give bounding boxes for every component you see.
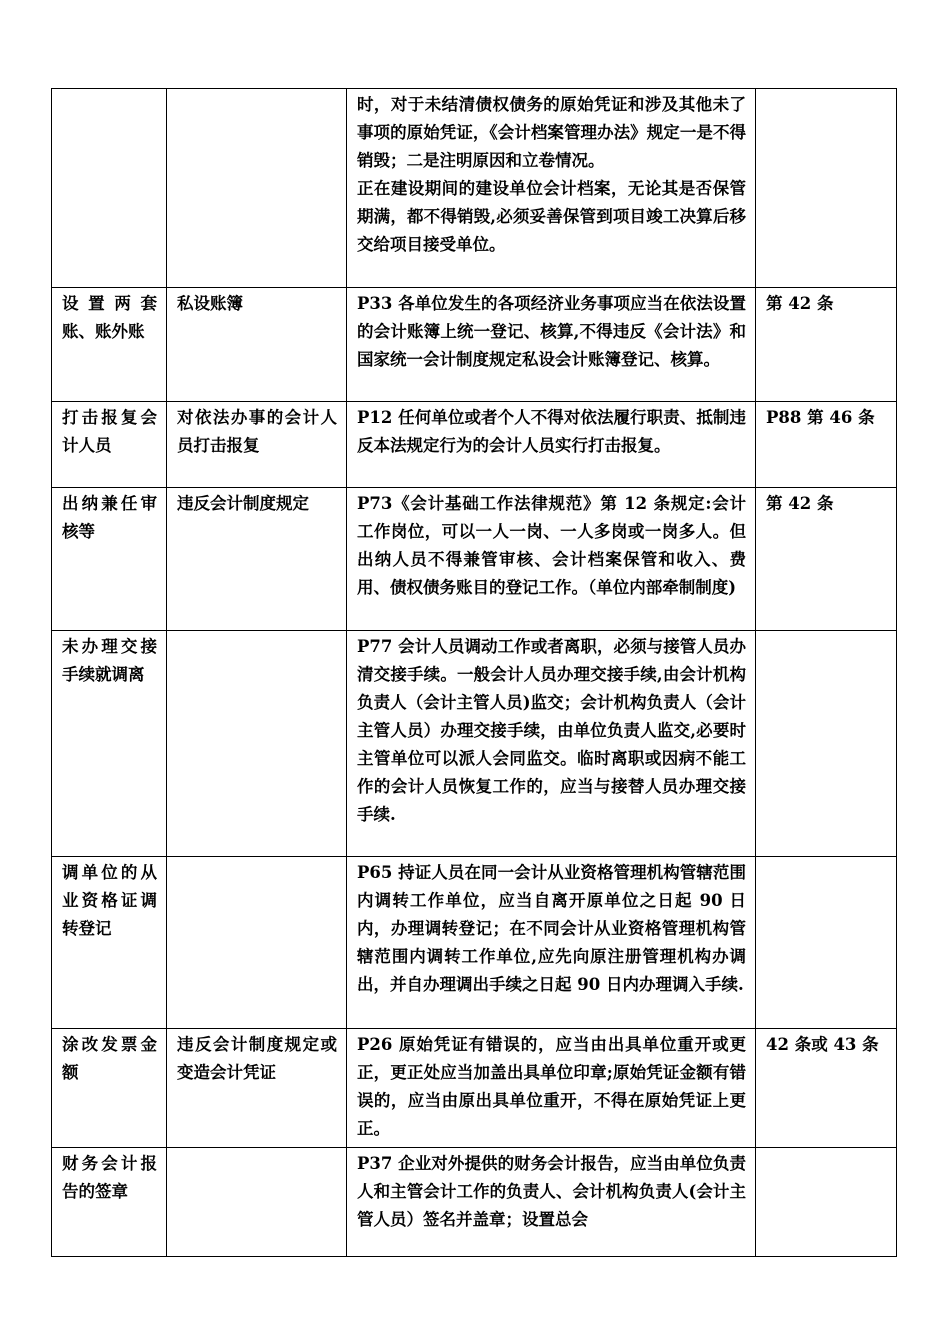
issue-cell [52, 89, 167, 288]
table-row [52, 1148, 897, 1257]
provision-cell: P73《会计基础工作法律规范》第 12 条规定:会计工作岗位，可以一人一岗、一人多岗或一岗多人。但出纳人员不得兼管审核、会计档案保管和收入、费用、债权债务账目的登记工作。（单位内部牵制制度) [347, 488, 756, 631]
violation-cell [167, 89, 347, 288]
violation-cell [167, 631, 347, 857]
table-row [52, 631, 897, 857]
violation-cell: 违反会计制度规定 [167, 488, 347, 631]
article-cell [756, 631, 897, 857]
issue-cell: 设置两套账、账外账 [52, 288, 167, 402]
table-row [52, 89, 897, 288]
violation-cell [167, 857, 347, 1029]
article-cell: 第 42 条 [756, 288, 897, 402]
issue-cell: 未办理交接手续就调离 [52, 631, 167, 857]
provision-cell: P12 任何单位或者个人不得对依法履行职责、抵制违反本法规定行为的会计人员实行打击报复。 [347, 402, 756, 488]
table-row [52, 288, 897, 402]
table-row [52, 402, 897, 488]
violation-cell: 违反会计制度规定或变造会计凭证 [167, 1029, 347, 1148]
article-cell [756, 857, 897, 1029]
article-cell: 第 42 条 [756, 488, 897, 631]
violation-cell [167, 1148, 347, 1257]
article-cell [756, 89, 897, 288]
issue-cell: 出纳兼任审核等 [52, 488, 167, 631]
issue-cell: 涂改发票金额 [52, 1029, 167, 1148]
violation-cell: 私设账簿 [167, 288, 347, 402]
provision-cell: P77 会计人员调动工作或者离职，必须与接管人员办清交接手续。一般会计人员办理交接手续,由会计机构负责人（会计主管人员)监交；会计机构负责人（会计主管人员）办理交接手续，由单位负责人监交,必要时主管单位可以派人会同监交。临时离职或因病不能工作的会计人员恢复工作的，应当与接替人员办理交接手续. [347, 631, 756, 857]
table-row [52, 488, 897, 631]
issue-cell: 打击报复会计人员 [52, 402, 167, 488]
article-cell: P88 第 46 条 [756, 402, 897, 488]
article-cell [756, 1148, 897, 1257]
article-cell: 42 条或 43 条 [756, 1029, 897, 1148]
provision-cell: 时，对于未结清债权债务的原始凭证和涉及其他未了事项的原始凭证，《会计档案管理办法》规定一是不得销毁；二是注明原因和立卷情况。 正在建设期间的建设单位会计档案，无论其是否保管期满，都不得销毁,必须妥善保管到项目竣工决算后移交给项目接受单位。 [347, 89, 756, 288]
issue-cell: 财务会计报告的签章 [52, 1148, 167, 1257]
provision-cell: P65 持证人员在同一会计从业资格管理机构管辖范围内调转工作单位，应当自离开原单位之日起 90 日内，办理调转登记；在不同会计从业资格管理机构管辖范围内调转工作单位,应先向原注册管理机构办调出，并自办理调出手续之日起 90 日内办理调入手续. [347, 857, 756, 1029]
table-row [52, 857, 897, 1029]
violation-cell: 对依法办事的会计人员打击报复 [167, 402, 347, 488]
provision-cell: P26 原始凭证有错误的，应当由出具单位重开或更正，更正处应当加盖出具单位印章;原始凭证金额有错误的，应当由原出具单位重开，不得在原始凭证上更正。 [347, 1029, 756, 1148]
issue-cell: 调单位的从业资格证调转登记 [52, 857, 167, 1029]
table-row [52, 1029, 897, 1148]
provision-cell: P33 各单位发生的各项经济业务事项应当在依法设置的会计账簿上统一登记、核算,不得违反《会计法》和国家统一会计制度规定私设会计账簿登记、核算。 [347, 288, 756, 402]
regulation-table [51, 88, 897, 1257]
provision-cell: P37 企业对外提供的财务会计报告，应当由单位负责人和主管会计工作的负责人、会计机构负责人(会计主管人员）签名并盖章；设置总会 [347, 1148, 756, 1257]
